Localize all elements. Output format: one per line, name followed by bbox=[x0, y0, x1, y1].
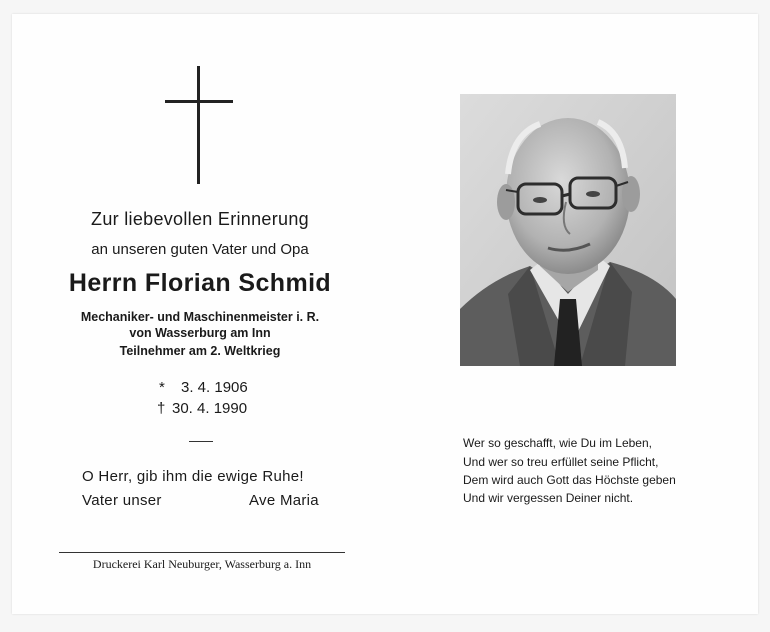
prayer-text: O Herr, gib ihm die ewige Ruhe! bbox=[82, 468, 304, 485]
birth-date: 3. 4. 1906 bbox=[181, 379, 248, 396]
verse-line: Und wer so treu erfüllet seine Pflicht, bbox=[463, 455, 659, 469]
deceased-name: Herrn Florian Schmid bbox=[68, 269, 332, 297]
subtitle-text: an unseren guten Vater und Opa bbox=[91, 241, 309, 258]
death-symbol: † bbox=[157, 400, 166, 417]
verse-line: Und wir vergessen Deiner nicht. bbox=[463, 491, 634, 505]
occupation-line-2: von Wasserburg am Inn bbox=[129, 326, 271, 340]
portrait-photo bbox=[460, 94, 676, 366]
occupation-line-1: Mechaniker- und Maschinenmeister i. R. bbox=[80, 310, 320, 324]
occupation-line-3: Teilnehmer am 2. Weltkrieg bbox=[119, 344, 281, 358]
verse-line: Dem wird auch Gott das Höchste geben bbox=[463, 473, 676, 487]
prayer-ave-maria: Ave Maria bbox=[249, 492, 319, 509]
footer-rule bbox=[59, 552, 345, 553]
birth-symbol: * bbox=[159, 379, 165, 396]
verse-line: Wer so geschafft, wie Du im Leben, bbox=[463, 436, 652, 450]
intro-text: Zur liebevollen Erinnerung bbox=[91, 209, 309, 229]
separator-dash bbox=[189, 441, 213, 442]
prayer-vater-unser: Vater unser bbox=[82, 492, 162, 509]
cross-icon bbox=[165, 66, 233, 184]
death-date: 30. 4. 1990 bbox=[172, 400, 248, 417]
printer-imprint: Druckerei Karl Neuburger, Wasserburg a. Inn bbox=[92, 557, 312, 571]
